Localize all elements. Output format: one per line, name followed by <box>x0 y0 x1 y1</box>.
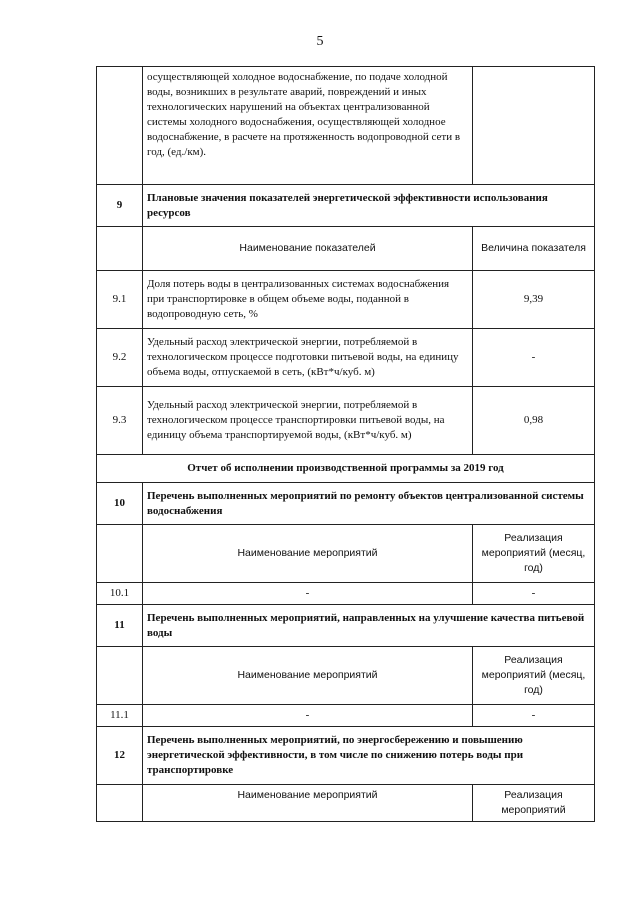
indicators-table <box>96 66 595 822</box>
column-header-name: Наименование мероприятий <box>143 785 473 822</box>
row-number: 9.3 <box>97 387 143 455</box>
section-number: 9 <box>97 185 143 227</box>
empty-cell <box>97 227 143 271</box>
row-value: - <box>473 705 595 727</box>
column-header-value: Величина показателя <box>473 227 595 271</box>
table-row <box>97 271 595 329</box>
row-text: Доля потерь воды в централизованных системах водоснабжения при транспортировке в общем объеме воды, поданной в водопроводную сеть, % <box>143 271 473 329</box>
section-9-header <box>97 185 595 227</box>
row-value: - <box>473 329 595 387</box>
row-value: - <box>473 583 595 605</box>
section-11-columns <box>97 647 595 705</box>
column-header-name: Наименование мероприятий <box>143 525 473 583</box>
column-header-value: Реализация мероприятий (месяц, год) <box>473 525 595 583</box>
section-12-columns <box>97 785 595 822</box>
table-row <box>97 329 595 387</box>
row-number: 10.1 <box>97 583 143 605</box>
column-header-name: Наименование показателей <box>143 227 473 271</box>
section-title: Перечень выполненных мероприятий по ремонту объектов централизованной системы водоснабжения <box>143 483 595 525</box>
section-title: Перечень выполненных мероприятий, направленных на улучшение качества питьевой воды <box>143 605 595 647</box>
column-header-value: Реализация мероприятий <box>473 785 595 822</box>
empty-cell <box>97 647 143 705</box>
row-text: - <box>143 705 473 727</box>
section-9-columns <box>97 227 595 271</box>
table-row <box>97 583 595 605</box>
continuation-num-cell <box>97 67 143 185</box>
section-number: 10 <box>97 483 143 525</box>
section-11-header <box>97 605 595 647</box>
empty-cell <box>97 785 143 822</box>
section-10-columns <box>97 525 595 583</box>
page-number: 5 <box>316 34 324 49</box>
section-number: 12 <box>97 727 143 785</box>
table-row <box>97 705 595 727</box>
continuation-value <box>473 67 595 185</box>
row-value: 0,98 <box>473 387 595 455</box>
column-header-value: Реализация мероприятий (месяц, год) <box>473 647 595 705</box>
empty-cell <box>97 525 143 583</box>
section-title: Перечень выполненных мероприятий, по энергосбережению и повышению энергетической эффективности, в том числе по снижению потерь воды при транспортировке <box>143 727 595 785</box>
continuation-row <box>97 67 595 185</box>
row-value: 9,39 <box>473 271 595 329</box>
section-number: 11 <box>97 605 143 647</box>
table-row <box>97 387 595 455</box>
column-header-name: Наименование мероприятий <box>143 647 473 705</box>
row-number: 11.1 <box>97 705 143 727</box>
row-number: 9.1 <box>97 271 143 329</box>
row-text: Удельный расход электрической энергии, потребляемой в технологическом процессе транспортировки питьевой воды, на единицу объема транспортируемой воды, (кВт*ч/куб. м) <box>143 387 473 455</box>
section-10-header <box>97 483 595 525</box>
section-title: Плановые значения показателей энергетической эффективности использования ресурсов <box>143 185 595 227</box>
continuation-text: осуществляющей холодное водоснабжение, по подаче холодной воды, возникших в результате аварий, повреждений и иных технологических нарушений на объектах централизованной системы холодного водоснабжения, осуществляющей холодное водоснабжение, в расчете на протяженность водопроводной сети в год, (ед./км). <box>143 67 473 185</box>
row-text: - <box>143 583 473 605</box>
report-title-row <box>97 455 595 483</box>
section-12-header <box>97 727 595 785</box>
row-number: 9.2 <box>97 329 143 387</box>
row-text: Удельный расход электрической энергии, потребляемой в технологическом процессе подготовки питьевой воды, на единицу объема воды, отпускаемой в сеть, (кВт*ч/куб. м) <box>143 329 473 387</box>
report-title: Отчет об исполнении производственной программы за 2019 год <box>97 455 595 483</box>
